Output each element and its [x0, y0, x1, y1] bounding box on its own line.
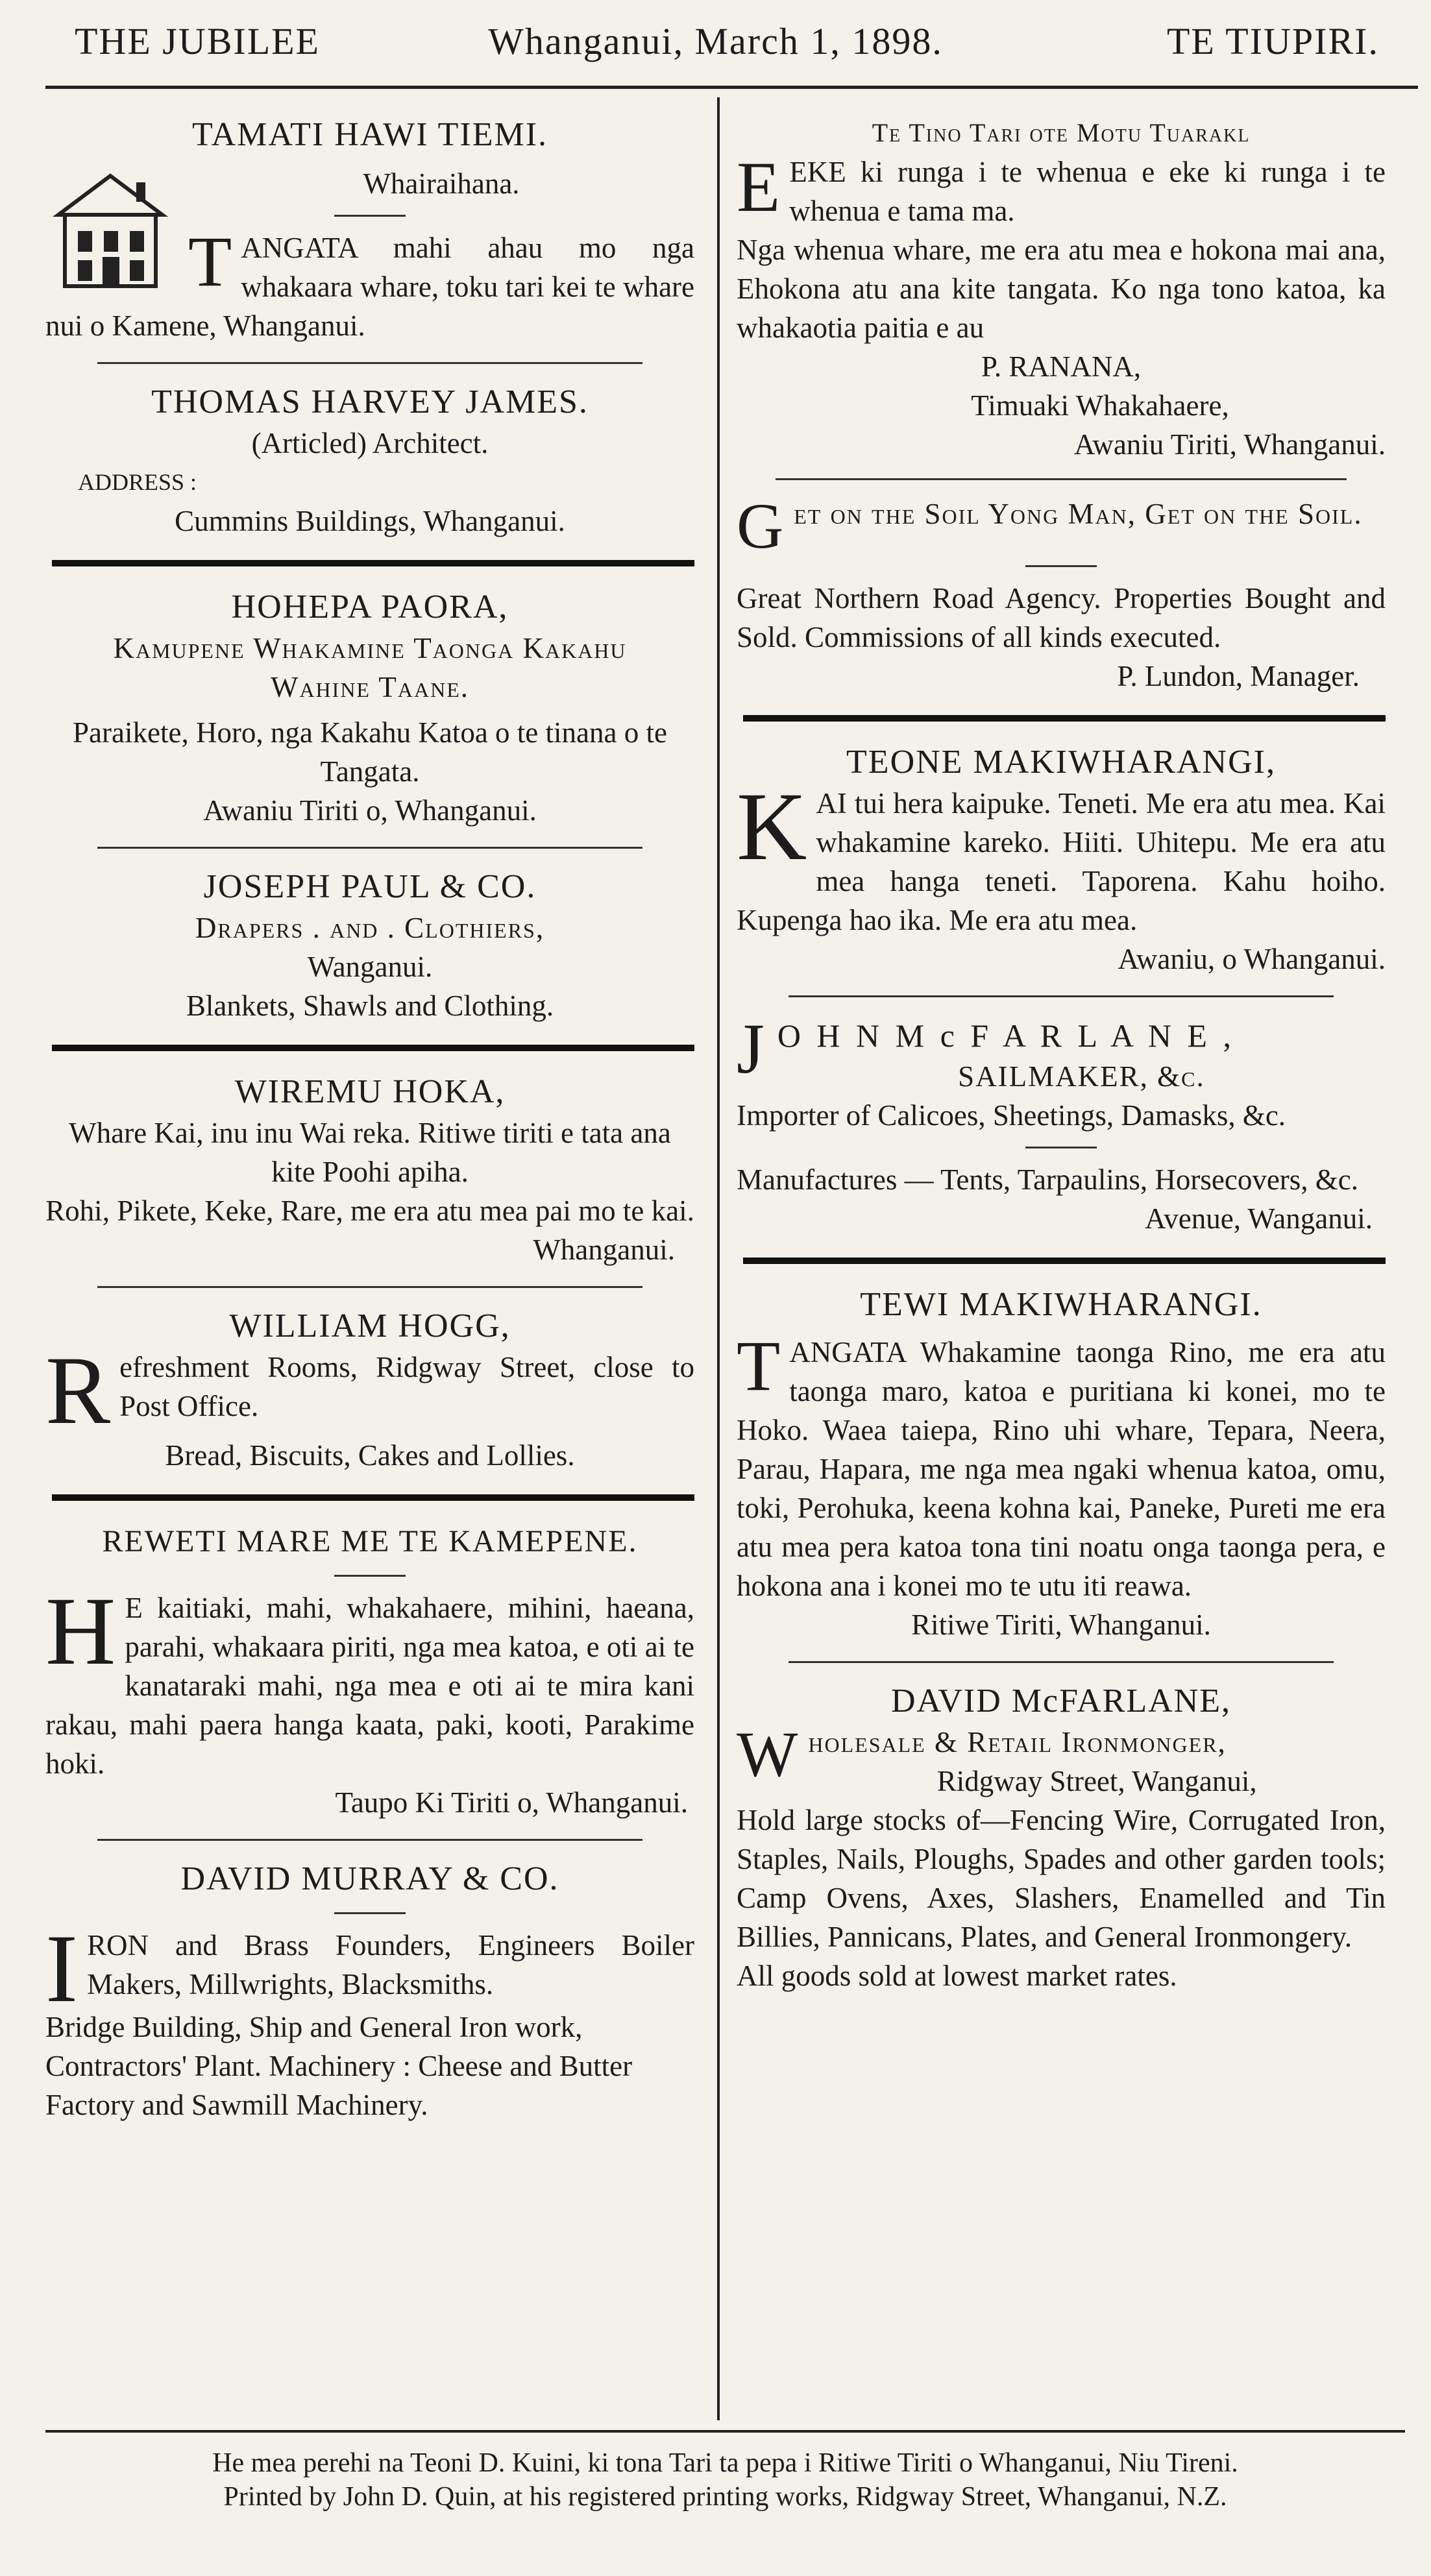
ad-title: THOMAS HARVEY JAMES. [151, 383, 589, 420]
section-rule [97, 1839, 642, 1841]
ad-title: REWETI MARE ME TE KAMEPENE. [102, 1524, 638, 1559]
section-rule [97, 1286, 642, 1288]
ad-body-text: et on the Soil Yong Man, Get on the Soil. [794, 498, 1363, 530]
ad-dropcap: E [737, 147, 781, 226]
ad-address: Cummins Buildings, Whanganui. [175, 505, 565, 537]
ad-address: Awaniu Tiriti o, Whanganui. [203, 794, 537, 827]
section-rule [743, 1258, 1386, 1264]
ad-manager: P. Lundon, Manager. [1117, 660, 1360, 692]
ad-body: Manufactures — Tents, Tarpaulins, Horsecovers, &c. [737, 1163, 1359, 1196]
ad-address: Ritiwe Tiriti, Whanganui. [911, 1609, 1211, 1641]
ad-subtitle: SAILMAKER, &c. [958, 1060, 1205, 1093]
short-rule [1025, 1147, 1097, 1148]
ad-tewi [737, 1283, 1386, 1644]
ad-body: Nga whenua whare, me era atu mea e hokona mai ana, Ehokona atu ana kite tangata. Ko nga tono katoa, ka whakaotia paitia e au [737, 234, 1386, 344]
ad-dropcap: G [737, 490, 785, 562]
ad-body-text: EKE ki runga i te whenua e eke ki runga i te whenua e tama ma. [789, 156, 1386, 227]
ad-line: Bread, Biscuits, Cakes and Lollies. [165, 1439, 575, 1472]
masthead-rule [45, 86, 1418, 89]
ad-body: Great Northern Road Agency. Properties Bought and Sold. Commissions of all kinds executed. [737, 582, 1386, 653]
ad-title: WIREMU HOKA, [234, 1073, 506, 1110]
ad-joseph [45, 866, 694, 1025]
ad-reweti [45, 1520, 694, 1822]
ad-dropcap: J [737, 1009, 768, 1088]
ad-line: Blankets, Shawls and Clothing. [186, 990, 554, 1022]
short-rule [334, 1912, 406, 1914]
ad-william [45, 1305, 694, 1475]
ad-david [737, 1680, 1386, 1995]
ad-body [45, 1577, 694, 1783]
masthead-date: Whanganui, March 1, 1898. [488, 20, 943, 62]
section-rule [776, 478, 1347, 480]
ad-address: Awaniu Tiriti, Whanganui. [1073, 428, 1386, 461]
ad-body-text: AI tui hera kaipuke. Teneti. Me era atu mea. Kai whakamine kareko. Hiiti. Uhitepu. Me era atu mea hanga teneti. Taporena. Kahu hoiho. Kupenga hao ika. Me era atu mea. [737, 787, 1386, 936]
ad-tino [737, 114, 1386, 464]
ad-body [737, 490, 1386, 562]
ad-title: O H N M c F A R L A N E , [777, 1017, 1235, 1054]
ad-body: Hold large stocks of—Fencing Wire, Corrugated Iron, Staples, Nails, Ploughs, Spades and other garden tools; Camp Ovens, Axes, Slashers, Enamelled and Tin Billies, Pannicans, Plates, and General Ironmongery. [737, 1804, 1386, 1953]
ad-line: Wahine Taane. [270, 671, 470, 703]
ad-line: Kamupene Whakamine Taonga Kakahu [113, 632, 627, 664]
ad-hohepa [45, 586, 694, 830]
ad-line-text: holesale & Retail Ironmonger, [808, 1726, 1227, 1758]
ad-body [737, 773, 1386, 940]
ad-title: Te Tino Tari ote Motu Tuarakl [872, 118, 1251, 147]
ad-title: TAMATI HAWI TIEMI. [191, 116, 548, 153]
ad-address: Avenue, Wanganui. [1145, 1202, 1373, 1235]
ad-address: Taupo Ki Tiriti o, Whanganui. [335, 1786, 688, 1819]
ad-tamati [45, 114, 694, 345]
ad-john [737, 1009, 1386, 1238]
short-rule [334, 1575, 406, 1577]
ad-northern [737, 579, 1386, 696]
ad-title: TEONE MAKIWHARANGI, [846, 744, 1276, 781]
ad-murray [45, 1858, 694, 2124]
ad-address-label: ADDRESS : [78, 469, 197, 495]
ad-body-text: efreshment Rooms, Ridgway Street, close to Post Office. [119, 1351, 694, 1422]
ad-dropcap: T [188, 222, 232, 301]
ad-address: Awaniu, o Whanganui. [1118, 943, 1386, 975]
ad-dropcap: I [45, 1915, 78, 2023]
ad-dropcap: R [45, 1337, 111, 1444]
masthead-english-title: THE JUBILEE [75, 20, 320, 62]
ad-role: Timuaki Whakahaere, [971, 389, 1229, 422]
ad-body: Importer of Calicoes, Sheetings, Damasks, &c. [737, 1099, 1286, 1132]
ad-body [737, 1326, 1386, 1605]
ad-wiremu [45, 1071, 694, 1269]
section-rule [789, 995, 1334, 997]
ad-line: Ridgway Street, Wanganui, [936, 1765, 1257, 1797]
masthead [45, 19, 1386, 71]
ad-body-text: E kaitiaki, mahi, whakahaere, mihini, haeana, parahi, whakaara piriti, nga mea katoa, e oti ai te kanataraki mahi, nga mea e oti ai te mira kani rakau, mahi paera hanga kaata, paki, kooti, Parakime hoki. [45, 1592, 694, 1780]
ad-dropcap: T [737, 1326, 781, 1405]
ad-line: Wanganui. [307, 951, 433, 983]
ad-place: Whanganui. [533, 1233, 675, 1266]
ad-title: WILLIAM HOGG, [229, 1307, 511, 1344]
ad-body-text: ANGATA Whakamine taonga Rino, me era atu taonga maro, katoa e puritiana ki konei, mo te Hoko. Waea taiepa, Rino uhi whare, Tepara, Neera, Parau, Hapara, me nga mea ngaki whenua katoa, omu, toki, Perohuka, keena kohna kai, Paneke, Pureti me era atu mea pera katoa tona tini noatu onga taonga pera, e hokona ana i konei mo te utu iti reawa. [737, 1336, 1386, 1602]
footer-line-maori: He mea perehi na Teoni D. Kuini, ki tona Tari ta pepa i Ritiwe Tiriti o Whanganui, Niu Tireni. [212, 2448, 1238, 2478]
right-column [737, 114, 1386, 1995]
ad-body: Whare Kai, inu inu Wai reka. Ritiwe tiriti e tata ana kite Poohi apiha. [69, 1117, 671, 1188]
section-rule [789, 1661, 1334, 1663]
ad-dropcap: W [737, 1718, 800, 1790]
ad-teone [737, 741, 1386, 978]
ad-title: JOSEPH PAUL & CO. [203, 868, 537, 905]
ad-body [45, 1915, 694, 2023]
section-rule [52, 1494, 694, 1501]
ad-body: Bridge Building, Ship and General Iron work, Contractors' Plant. Machinery : Cheese and Butter Factory and Sawmill Machinery. [45, 2011, 633, 2121]
footer-line-english: Printed by John D. Quin, at his registered printing works, Ridgway Street, Whanganui, N.Z. [223, 2482, 1227, 2512]
masthead-maori-title: TE TIUPIRI. [1166, 20, 1379, 62]
ad-body-text: ANGATA mahi ahau mo nga whakaara whare, toku tari kei te whare nui o Kamene, Whanganui. [45, 232, 694, 342]
ad-line: Drapers . and . Clothiers, [195, 912, 545, 944]
ad-subtitle: Whairaihana. [363, 167, 520, 200]
short-rule [334, 215, 406, 217]
ad-subtitle: (Articled) Architect. [251, 427, 489, 459]
ad-title: DAVID McFARLANE, [890, 1683, 1232, 1719]
ad-body-text: RON and Brass Founders, Engineers Boiler Makers, Millwrights, Blacksmiths. [86, 1929, 694, 2000]
ad-body: Paraikete, Horo, nga Kakahu Katoa o te tinana o te Tangata. [73, 716, 667, 788]
footer-rule [45, 2430, 1405, 2433]
ad-dropcap: H [45, 1577, 116, 1685]
ad-name: P. RANANA, [981, 350, 1142, 383]
ad-body [737, 147, 1386, 230]
ad-body: Rohi, Pikete, Keke, Rare, me era atu mea pai mo te kai. [45, 1195, 694, 1227]
section-rule [97, 847, 642, 849]
ad-body [45, 1337, 694, 1444]
ad-thomas [45, 381, 694, 541]
ad-soil [737, 490, 1386, 562]
ad-title: TEWI MAKIWHARANGI. [860, 1286, 1262, 1323]
house-icon [45, 169, 175, 293]
section-rule [52, 560, 694, 566]
ad-closing: All goods sold at lowest market rates. [737, 1960, 1177, 1992]
column-divider [717, 97, 720, 2420]
ad-title: HOHEPA PAORA, [231, 589, 509, 626]
section-rule [97, 362, 642, 364]
ad-dropcap: K [737, 773, 807, 881]
short-rule [1025, 565, 1097, 567]
ad-title: DAVID MURRAY & CO. [180, 1860, 559, 1897]
section-rule [52, 1045, 694, 1051]
imprint-footer [45, 2446, 1405, 2514]
left-column [45, 114, 694, 2124]
section-rule [743, 715, 1386, 722]
